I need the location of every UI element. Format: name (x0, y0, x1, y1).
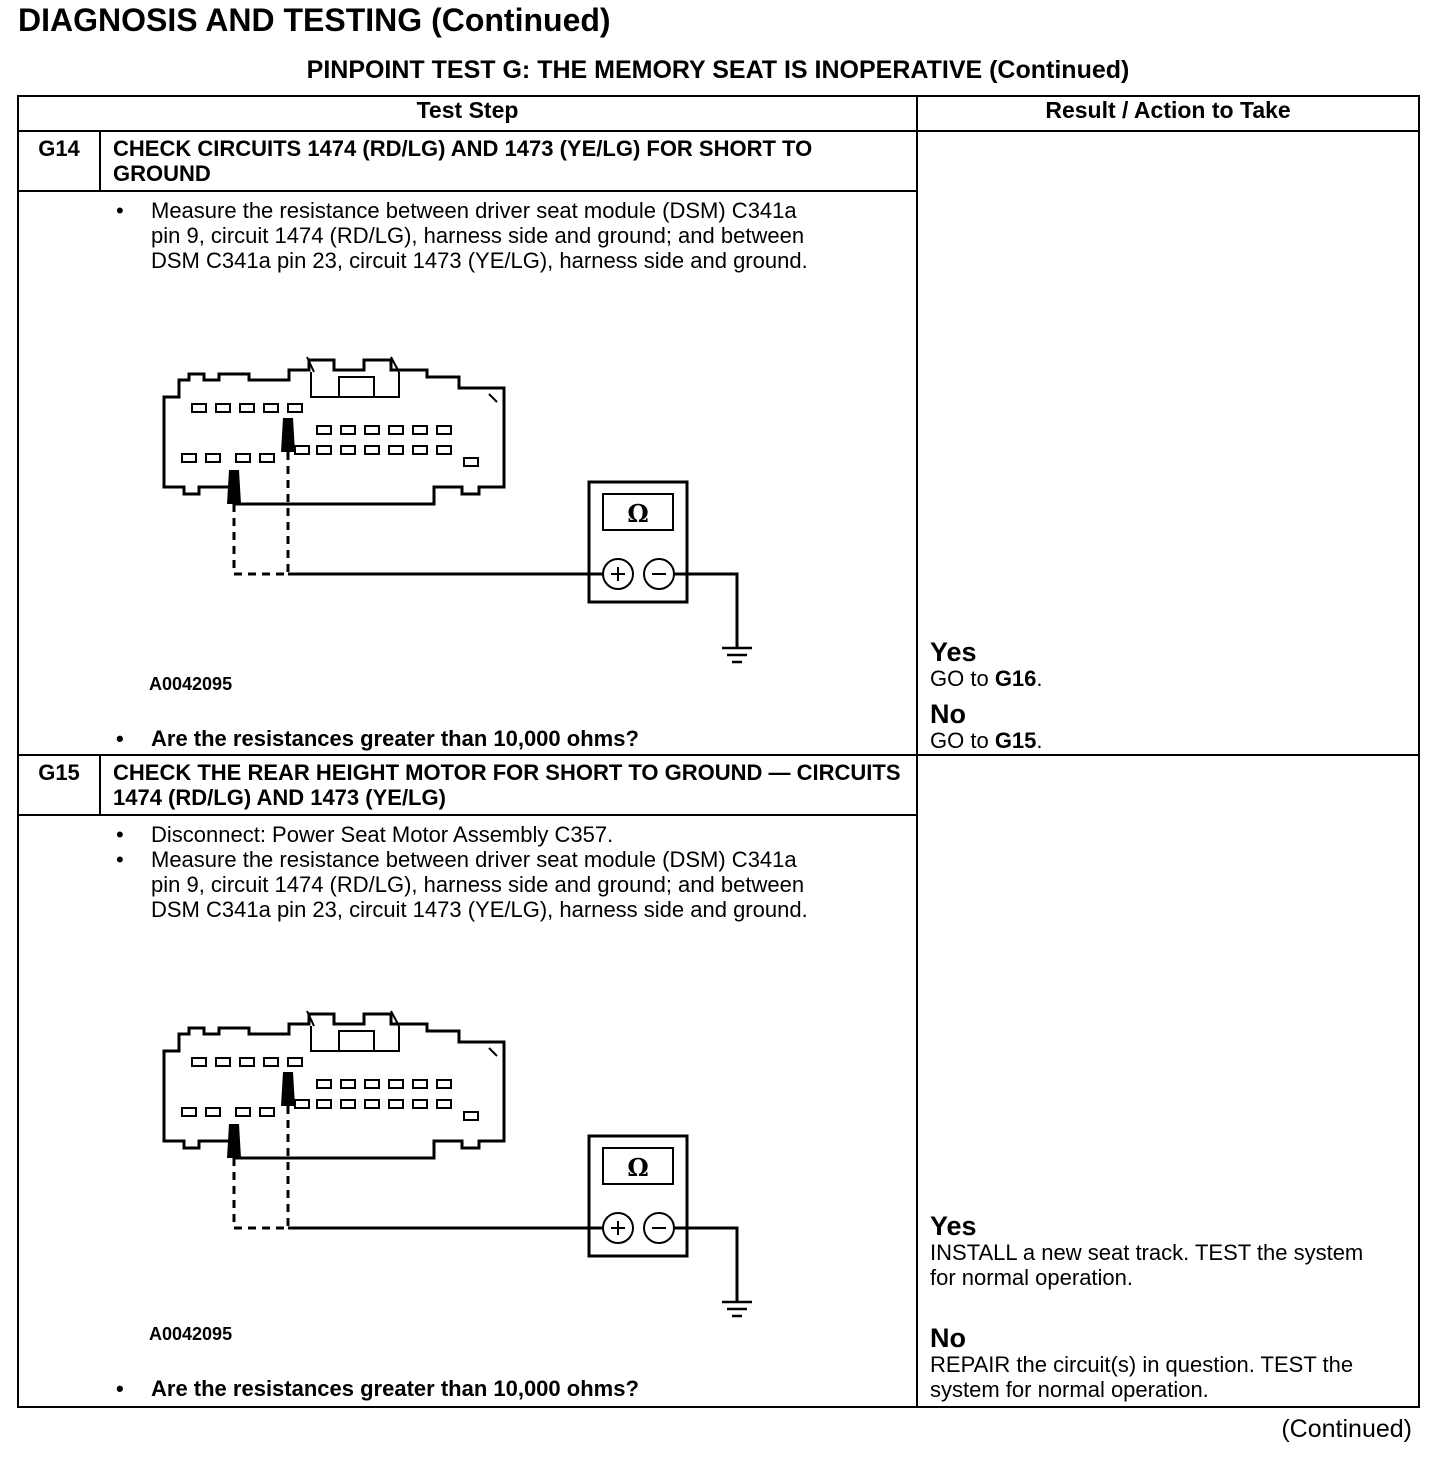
result-yes (930, 1212, 1410, 1290)
pinpoint-test-title: PINPOINT TEST G: THE MEMORY SEAT IS INOPERATIVE (Continued) (306, 56, 1130, 84)
no-label: No (930, 699, 967, 729)
step-content (18, 815, 917, 1407)
no-label: No (930, 1323, 967, 1353)
pinpoint-test-table (17, 95, 1420, 1408)
figure-code: A0042095 (149, 674, 233, 694)
ohmmeter-connector-diagram (159, 1006, 759, 1326)
col-header-result: Result / Action to Take (917, 96, 1419, 131)
page-title: DIAGNOSIS AND TESTING (Continued) (18, 2, 611, 38)
yes-label: Yes (930, 637, 977, 667)
instruction-disconnect: • Disconnect: Power Seat Motor Assembly C357. (19, 822, 809, 847)
step-number: G14 (18, 131, 100, 191)
ohm-symbol: Ω (627, 1153, 649, 1182)
step-content (18, 191, 917, 755)
result-yes (930, 638, 1410, 691)
step-row-g14 (18, 131, 1419, 191)
yes-action: INSTALL a new seat track. TEST the system for normal operation. (930, 1240, 1364, 1290)
continued-label: (Continued) (1281, 1415, 1412, 1443)
instruction-measure: • Measure the resistance between driver seat module (DSM) C341a pin 9, circuit 1474 (RD/LG), harness side and ground; and between DSM C341a pin 23, circuit 1473 (YE/LG), harness side and ground. (19, 847, 809, 922)
result-cell (917, 131, 1419, 755)
table-header-row (18, 96, 1419, 131)
step-title: CHECK CIRCUITS 1474 (RD/LG) AND 1473 (YE/LG) FOR SHORT TO GROUND (100, 131, 917, 191)
question: • Are the resistances greater than 10,000 ohms? (19, 726, 809, 751)
step-number: G15 (18, 755, 100, 815)
yes-label: Yes (930, 1211, 977, 1241)
yes-prefix: GO to (930, 666, 995, 691)
step-row-g15 (18, 755, 1419, 815)
col-header-test-step: Test Step (18, 96, 917, 131)
no-action: REPAIR the circuit(s) in question. TEST the system for normal operation. (930, 1352, 1354, 1402)
question: • Are the resistances greater than 10,000 ohms? (19, 1376, 809, 1401)
no-suffix: . (1036, 728, 1043, 753)
instruction-measure: • Measure the resistance between driver seat module (DSM) C341a pin 9, circuit 1474 (RD/LG), harness side and ground; and between DSM C341a pin 23, circuit 1473 (YE/LG), harness side and ground. (19, 198, 809, 273)
result-no (930, 1324, 1410, 1402)
ohm-symbol: Ω (627, 499, 649, 528)
step-title: CHECK THE REAR HEIGHT MOTOR FOR SHORT TO GROUND — CIRCUITS 1474 (RD/LG) AND 1473 (YE/LG) (100, 755, 917, 815)
result-cell (917, 755, 1419, 1407)
figure-code: A0042095 (149, 1324, 233, 1344)
yes-suffix: . (1036, 666, 1043, 691)
no-prefix: GO to (930, 728, 995, 753)
goto-g16-link[interactable]: G16 (994, 666, 1037, 691)
goto-g15-link[interactable]: G15 (994, 728, 1037, 753)
ohmmeter-connector-diagram (159, 352, 759, 672)
result-no (930, 700, 1410, 753)
